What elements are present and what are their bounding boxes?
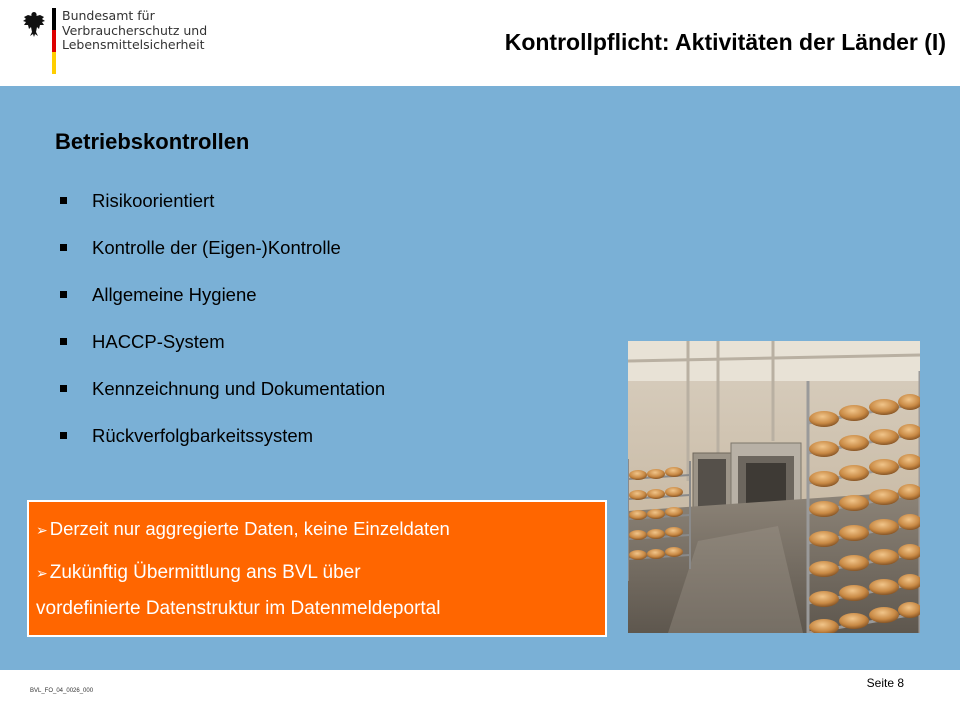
document-code: BVL_FO_04_0026_000 — [30, 688, 94, 694]
flag-red-stripe — [52, 30, 56, 52]
page-number: Seite 8 — [866, 676, 904, 690]
note-line-2 — [36, 562, 361, 584]
org-line-2: Verbraucherschutz und — [62, 22, 208, 38]
flag-gold-stripe — [52, 52, 56, 74]
bakery-bread-racks-photo — [628, 341, 920, 633]
bullet-text: Kennzeichnung und Dokumentation — [92, 378, 386, 399]
square-bullet-icon — [60, 197, 67, 204]
note-box — [27, 500, 607, 637]
square-bullet-icon — [60, 338, 67, 345]
arrowhead-icon: ➢ — [36, 522, 48, 538]
bullet-text: Kontrolle der (Eigen-)Kontrolle — [92, 237, 341, 258]
square-bullet-icon — [60, 385, 67, 392]
square-bullet-icon — [60, 432, 67, 439]
bullet-item — [60, 378, 385, 425]
federal-eagle-icon — [22, 10, 46, 38]
note-line-3: vordefinierte Datenstruktur im Datenmeldeportal — [36, 598, 441, 619]
bullet-text: HACCP-System — [92, 331, 225, 352]
slide-title: Kontrollpflicht: Aktivitäten der Länder (I) — [504, 29, 946, 55]
section-heading: Betriebskontrollen — [55, 129, 250, 154]
square-bullet-icon — [60, 244, 67, 251]
bullet-text: Rückverfolgbarkeitssystem — [92, 425, 314, 446]
note-text-2: Zukünftig Übermittlung ans BVL über — [49, 562, 361, 583]
bullet-item — [60, 284, 385, 331]
org-line-3: Lebensmittelsicherheit — [62, 37, 205, 52]
note-line-1 — [36, 518, 450, 540]
bullet-list — [60, 190, 385, 472]
flag-black-stripe — [52, 8, 56, 30]
bullet-item — [60, 237, 385, 284]
bullet-item — [60, 331, 385, 378]
german-flag-stripe — [52, 8, 56, 74]
content-panel — [0, 86, 960, 670]
square-bullet-icon — [60, 291, 67, 298]
note-text-1: Derzeit nur aggregierte Daten, keine Einzeldaten — [49, 518, 450, 539]
bullet-text: Risikoorientiert — [92, 190, 215, 211]
bullet-item — [60, 425, 385, 472]
organization-name — [62, 9, 207, 53]
slide-header — [0, 0, 960, 86]
bullet-item — [60, 190, 385, 237]
arrowhead-icon: ➢ — [36, 565, 48, 581]
bullet-text: Allgemeine Hygiene — [92, 284, 257, 305]
org-line-1: Bundesamt für — [62, 8, 155, 23]
